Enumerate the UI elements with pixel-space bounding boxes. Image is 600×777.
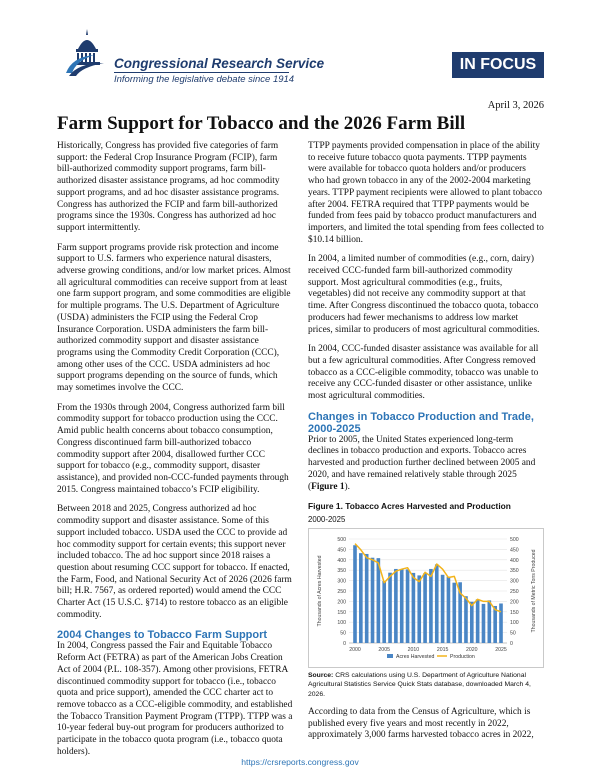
bar-acres-harvested (412, 573, 416, 643)
y-tick-label-left: 300 (337, 578, 346, 585)
bar-acres-harvested (470, 602, 474, 643)
bar-acres-harvested (482, 604, 486, 643)
y-tick-label-left: 450 (337, 547, 346, 554)
bar-acres-harvested (435, 564, 439, 643)
y-tick-label-left: 200 (337, 599, 346, 606)
bar-acres-harvested (447, 576, 451, 642)
bar-acres-harvested (394, 569, 398, 643)
figure-subtitle: 2000-2025 (308, 514, 346, 524)
y-tick-label-left: 400 (337, 557, 346, 564)
paragraph: In 2004, CCC-funded disaster assistance was available for all but a few agricultural commodities. After Congress removed tobacco as a CCC-eligible commodity, tobacco was unable to receive any CCC-funded disaster or other assistance, unlike most agricultural commodities. (308, 344, 539, 402)
y-tick-label-right: 100 (510, 619, 519, 626)
y-tick-label-right: 350 (510, 567, 519, 574)
paragraph: TTPP payments provided compensation in place of the ability to receive future tobacco quota payments. TTPP payments were available for tobacco quota holders and/or producers who had grown tobacco in any of the 2002-2004 marketing years. TTPP payment recipients were allowed to plant tobacco after 2004. FETRA required that TTPP payments would be funded from fees paid by tobacco product manufacturers and importers, and limited the total spending from fees collected to $10.14 billion. (308, 141, 544, 245)
org-name: Congressional Research Service (114, 56, 325, 71)
paragraph: Between 2018 and 2025, Congress authorized ad hoc commodity support and disaster assistance. Some of this support included tobacco. USDA used the CCC to provide ad hoc commodity support for certain events; this support never included tobacco. The ad hoc support since 2018 raises a question about resuming CCC support for tobacco. If enacted, the Farm, Food, and National Security Act of 2026 (2026 farm bill; H.R. 7567, as ordered reported) would amend the CCC Charter Act (15 U.S.C. §714) to restore tobacco as an eligible commodity. (57, 504, 292, 620)
y-tick-label-right: 300 (510, 578, 519, 585)
report-title: Farm Support for Tobacco and the 2026 Farm Bill (57, 113, 466, 134)
y-tick-label-left: 100 (337, 619, 346, 626)
right-column (308, 141, 544, 750)
y-tick-label-right: 50 (510, 630, 516, 637)
paragraph: Farm support programs provide risk protection and income support to U.S. farmers who experience natural disasters, adverse growing conditions, and/or low market prices. Almost all agricultural commodities can receive support from at least one farm support program, and some commodities are eligible for multiple programs. The U.S. Department of Agriculture (USDA) administers the FCIP using the Federal Crop Insurance Corporation. USDA administers the farm bill-authorized commodity support and disaster assistance programs using the Commodity Credit Corporation (CCC), among other uses of the CCC. USDA administers ad hoc support programs depending on the source of funds, which may sometimes involve the CCC. (57, 242, 291, 394)
bar-acres-harvested (493, 606, 497, 643)
paragraph-text: Prior to 2005, the United States experienced long-term declines in tobacco production and exports. Tobacco acres harvested and production further declined between 2005 and 2020, and have remained relatively stable through 2025 ( (308, 434, 536, 492)
bar-acres-harvested (377, 558, 381, 643)
x-tick-label: 2005 (378, 646, 390, 653)
x-tick-label: 2020 (466, 646, 478, 653)
figure-source (308, 671, 544, 700)
y-tick-label-right: 0 (510, 640, 513, 647)
y-axis-label-left: Thousands of Acres Harvested (317, 555, 323, 627)
bar-acres-harvested (406, 569, 410, 643)
bar-acres-harvested (388, 572, 392, 642)
in-focus-badge: IN FOCUS (452, 52, 544, 78)
figure-caption: Figure 1. Tobacco Acres Harvested and Production (308, 501, 511, 512)
bar-acres-harvested (371, 557, 375, 642)
paragraph (308, 435, 544, 494)
bar-acres-harvested (499, 603, 503, 643)
y-tick-label-right: 500 (510, 536, 519, 543)
y-tick-label-left: 150 (337, 609, 346, 616)
paragraph: Historically, Congress has provided five categories of farm support: the Federal Crop Insurance Program (FCIP), farm bill-authorized commodity support programs, farm bill-authorized disaster assistance programs, ad hoc commodity support programs, and ad hoc disaster assistance programs. Congress has authorized the FCIP and farm bill-authorized programs since the 1930s. Congress has authorized ad hoc support intermittently. (57, 141, 280, 233)
y-tick-label-right: 450 (510, 547, 519, 554)
x-tick-label: 2025 (495, 646, 507, 653)
bar-acres-harvested (423, 573, 427, 643)
report-header (0, 0, 600, 95)
paragraph: In 2004, Congress passed the Fair and Equitable Tobacco Reform Act (FETRA) as part of the American Jobs Creation Act of 2004 (P.L. 108-357). Among other provisions, FETRA discontinued commodity support for tobacco (i.e., tobacco quota and price support), amended the CCC charter act to remove tobacco as a CCC-eligible commodity, and established the Tobacco Transition Payment Program (TTPP). TTPP was a 10-year federal buy-out program for producers authorized to participate in the tobacco quota program (i.e., tobacco quota holders). (57, 641, 293, 757)
bar-acres-harvested (417, 575, 421, 643)
y-tick-label-left: 350 (337, 567, 346, 574)
legend-label-production: Production (450, 653, 475, 660)
bar-acres-harvested (441, 574, 445, 642)
y-tick-label-left: 0 (343, 640, 346, 647)
bar-acres-harvested (429, 569, 433, 643)
source-text: CRS calculations using U.S. Department of Agriculture National Agricultural Statistics Service Quick Stats database, downloaded March 4, 2026. (308, 671, 531, 699)
paragraph: In 2004, a limited number of commodities (e.g., corn, dairy) received CCC-funded farm bill-authorized commodity support. Most agricultural commodities (e.g., fruits, vegetables) did not receive any commodity support at that time. After Congress discontinued the tobacco quota, tobacco producers had fewer mechanisms to address low market prices, similar to producers of most agricultural commodities. (308, 254, 540, 335)
x-tick-label: 2015 (436, 646, 449, 653)
y-tick-label-right: 150 (510, 609, 519, 616)
legend-swatch-acres-harvested (387, 654, 393, 658)
bar-acres-harvested (488, 600, 492, 643)
bar-acres-harvested (400, 569, 404, 643)
bar-acres-harvested (359, 553, 363, 643)
paragraph: From the 1930s through 2004, Congress authorized farm bill commodity support for tobacco production using the CCC. Amid public health concerns about tobacco consumption, Congress discontinued farm bill-authorized tobacco commodity support after 2004, disallowed further CCC support for tobacco (e.g., commodity support, disaster assistance), and provided non-CCC-funded payments through 2015. Congress maintained tobacco’s FCIP eligibility. (57, 402, 289, 495)
legend-label-acres-harvested: Acres Harvested (396, 653, 435, 660)
logo-divider (114, 72, 289, 73)
figure-chart (308, 528, 544, 668)
x-tick-label: 2000 (349, 646, 361, 653)
bar-acres-harvested (452, 582, 456, 642)
y-tick-label-right: 250 (510, 588, 519, 595)
y-tick-label-left: 50 (340, 630, 346, 637)
paragraph-text: ). (344, 481, 351, 492)
bar-acres-harvested (464, 596, 468, 643)
section-heading: 2004 Changes to Tobacco Farm Support (57, 629, 268, 642)
org-tagline: Informing the legislative debate since 1914 (114, 74, 295, 85)
tobacco-chart (309, 529, 543, 667)
bar-acres-harvested (476, 599, 480, 643)
paragraph: According to data from the Census of Agriculture, which is published every five years and most recently in 2022, approximately 3,000 farms harvested tobacco acres in 2022, (308, 707, 534, 741)
y-tick-label-right: 400 (510, 557, 519, 564)
y-tick-label-right: 200 (510, 599, 519, 606)
y-tick-label-left: 250 (337, 588, 346, 595)
bar-acres-harvested (365, 554, 369, 643)
y-axis-label-right: Thousands of Metric Tons Produced (531, 549, 537, 633)
bar-acres-harvested (382, 581, 386, 643)
capitol-dome-icon (64, 27, 110, 77)
figure-reference-link[interactable]: Figure 1 (311, 481, 345, 492)
report-date: April 3, 2026 (487, 100, 544, 111)
footer-url[interactable]: https://crsreports.congress.gov (241, 757, 359, 767)
y-tick-label-left: 500 (337, 536, 346, 543)
left-column (57, 141, 293, 766)
bar-acres-harvested (353, 545, 357, 643)
section-heading: Changes in Tobacco Production and Trade, 2000-2025 (308, 410, 534, 435)
x-tick-label: 2010 (407, 646, 420, 653)
source-label: Source: (308, 671, 334, 679)
